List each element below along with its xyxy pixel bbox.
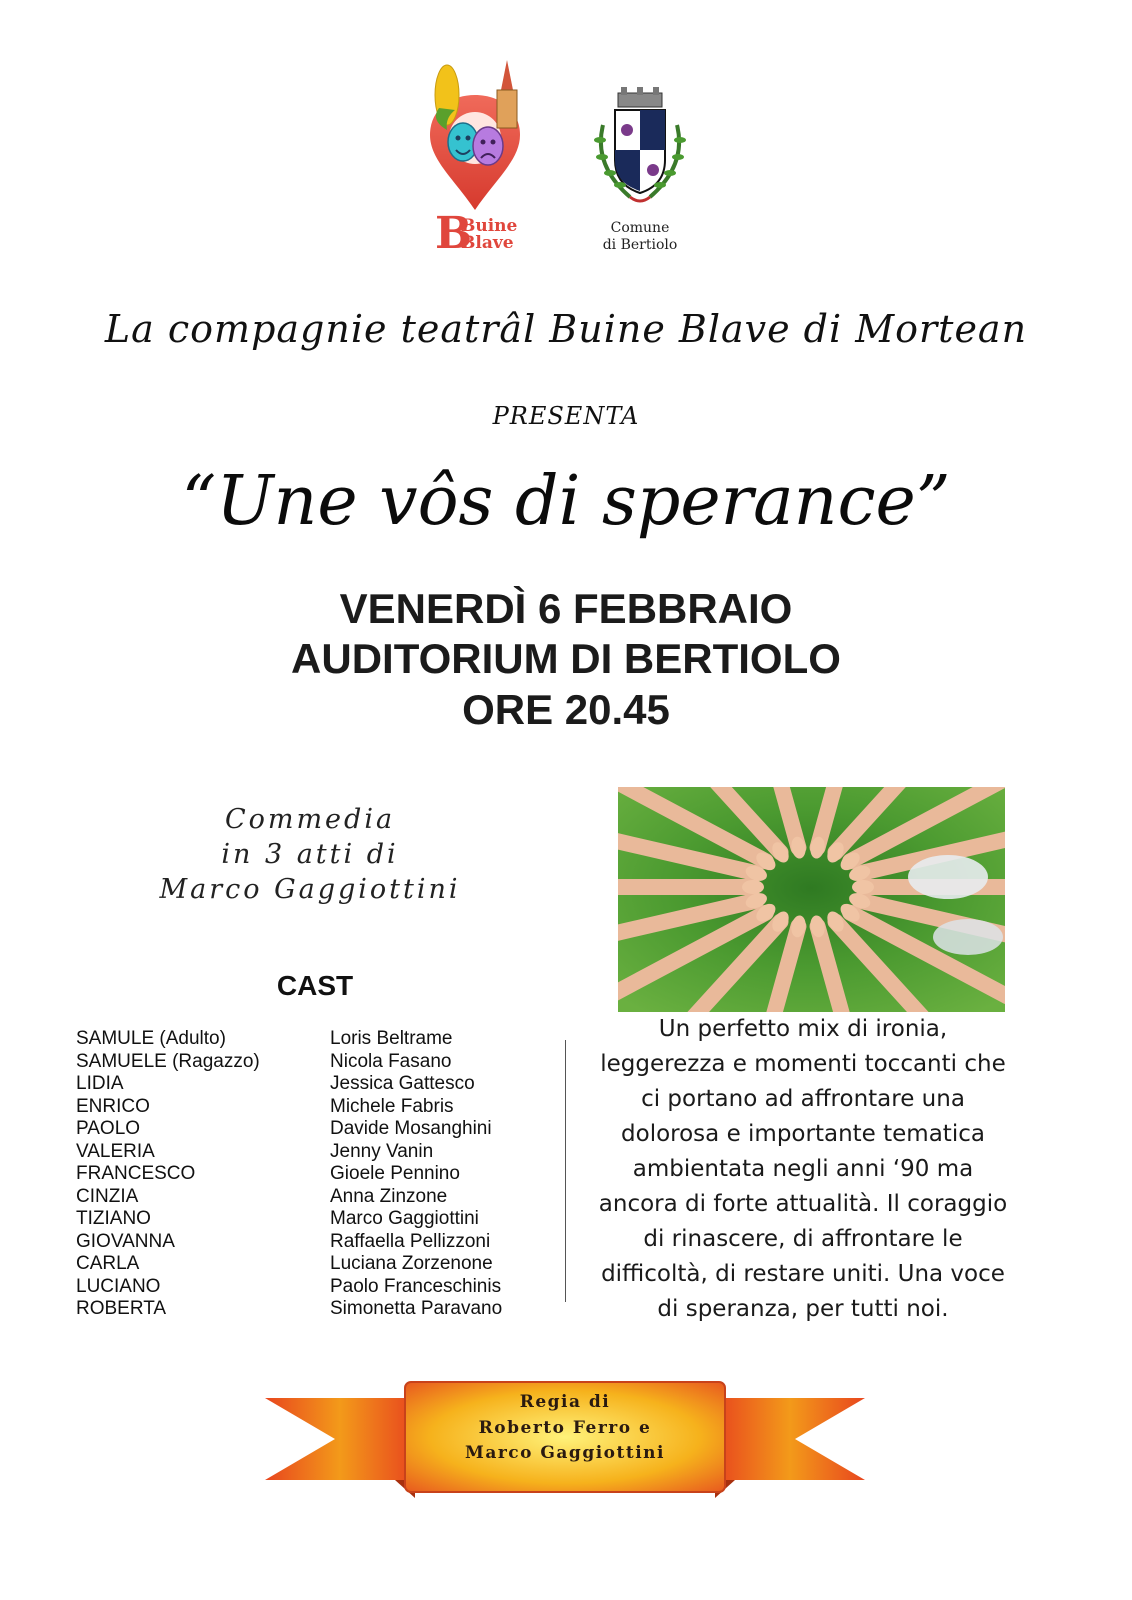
event-venue: AUDITORIUM DI BERTIOLO — [291, 635, 841, 682]
description-line: ci portano ad affrontare una — [641, 1086, 965, 1112]
cast-actor: Jenny Vanin — [330, 1140, 434, 1162]
cast-actor: Davide Mosanghini — [330, 1118, 492, 1139]
comune-label-2: di Bertiolo — [602, 237, 678, 253]
play-info — [130, 802, 490, 907]
cast-role: TIZIANO — [76, 1208, 151, 1229]
cast-role: LIDIA — [76, 1073, 124, 1094]
cast-role: CINZIA — [76, 1185, 139, 1207]
divider — [565, 1040, 566, 1302]
play-genre: Commedia — [224, 804, 396, 835]
play-acts: in 3 atti di — [221, 839, 399, 870]
hands-circle-photo — [618, 787, 1005, 1012]
description-line: di rinascere, di affrontare le — [643, 1226, 963, 1252]
buine-blave-logo — [425, 60, 525, 260]
hand — [742, 880, 764, 894]
cast-role: SAMULE (Adulto) — [76, 1028, 226, 1049]
cast-role: FRANCESCO — [76, 1163, 196, 1184]
description-line: di speranza, per tutti noi. — [657, 1296, 949, 1322]
cast-actor: Loris Beltrame — [330, 1028, 453, 1049]
description-line: dolorosa e importante tematica — [621, 1121, 985, 1147]
cast-actor: Paolo Franceschinis — [330, 1275, 502, 1297]
logo-text-buine: Buine — [461, 216, 518, 236]
cast-actor: Luciana Zorzenone — [330, 1253, 493, 1274]
event-time: ORE 20.45 — [462, 686, 670, 733]
cast-actors-list — [330, 1028, 502, 1321]
cast-actor: Raffaella Pellizzoni — [330, 1230, 491, 1252]
cast-actor: Simonetta Paravano — [330, 1298, 503, 1319]
cast-role: SAMUELE (Ragazzo) — [76, 1050, 260, 1072]
play-author: Marco Gaggiottini — [159, 874, 461, 905]
description-line: ambientata negli anni ‘90 ma — [632, 1156, 974, 1182]
event-date: VENERDÌ 6 FEBBRAIO — [339, 585, 793, 632]
cast-heading: CAST — [276, 970, 354, 1001]
cast-actor: Marco Gaggiottini — [330, 1208, 479, 1229]
regia-director-2: Marco Gaggiottini — [465, 1443, 665, 1463]
comune-label: Comune — [610, 220, 670, 236]
regia-label: Regia di — [519, 1392, 611, 1412]
company-heading: La compagnie teatrâl Buine Blave di Mortean — [104, 307, 1028, 351]
logo-text-blave: Blave — [461, 233, 514, 253]
hand — [852, 880, 874, 894]
description-line: ancora di forte attualità. Il coraggio — [598, 1191, 1008, 1217]
cast-role: GIOVANNA — [76, 1230, 175, 1252]
regia-director-1: Roberto Ferro e — [478, 1418, 652, 1438]
description-line: leggerezza e momenti toccanti che — [600, 1051, 1006, 1077]
show-description — [583, 1012, 1023, 1327]
cast-actor: Nicola Fasano — [330, 1050, 452, 1072]
cast-role: CARLA — [76, 1253, 140, 1274]
presenta-label: PRESENTA — [492, 402, 640, 430]
description-line: difficoltà, di restare uniti. Una voce — [601, 1261, 1005, 1287]
cast-role: LUCIANO — [76, 1275, 161, 1297]
cast-actor: Anna Zinzone — [330, 1185, 448, 1207]
cast-roles-list — [76, 1028, 260, 1321]
regia-banner — [265, 1380, 865, 1515]
comune-crest-logo — [585, 85, 695, 260]
cast-role: ROBERTA — [76, 1298, 167, 1319]
show-title: “Une vôs di sperance” — [181, 462, 951, 541]
cast-role: PAOLO — [76, 1118, 141, 1139]
cast-role: ENRICO — [76, 1095, 150, 1117]
cast-actor: Jessica Gattesco — [330, 1073, 475, 1094]
cast-role: VALERIA — [76, 1140, 155, 1162]
cast-actor: Gioele Pennino — [330, 1163, 460, 1184]
description-line: Un perfetto mix di ironia, — [658, 1016, 948, 1042]
cast-actor: Michele Fabris — [330, 1095, 454, 1117]
svg-text:B: B — [435, 208, 473, 259]
